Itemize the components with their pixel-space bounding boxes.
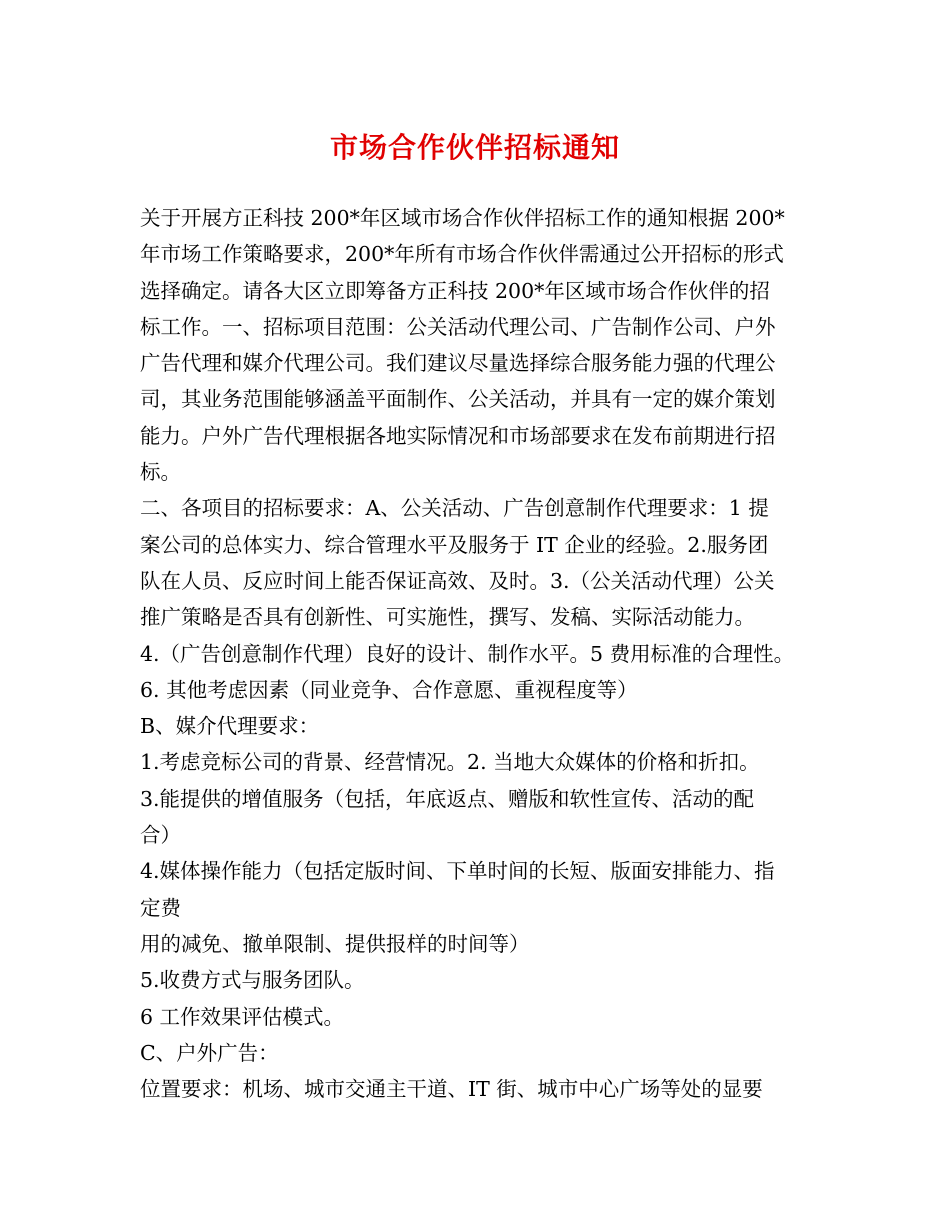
body-line: 年市场工作策略要求，200*年所有市场合作伙伴需通过公开招标的形式 [140, 242, 784, 267]
body-line: B、媒介代理要求： [140, 714, 320, 739]
body-line: 4.媒体操作能力（包括定版时间、下单时间的长短、版面安排能力、指 [140, 859, 775, 884]
body-line: 4.（广告创意制作代理）良好的设计、制作水平。5 费用标准的合理性。 [140, 641, 795, 666]
body-line: 推广策略是否具有创新性、可实施性，撰写、发稿、实际活动能力。 [140, 605, 755, 630]
body-line: 定费 [140, 895, 181, 920]
body-line: 用的减免、撤单限制、提供报样的时间等） [140, 931, 530, 956]
body-line: 队在人员、反应时间上能否保证高效、及时。3.（公关活动代理）公关 [140, 568, 775, 593]
body-line: 5.收费方式与服务团队。 [140, 968, 365, 993]
body-line: 6 工作效果评估模式。 [140, 1004, 345, 1029]
body-line: 能力。户外广告代理根据各地实际情况和市场部要求在发布前期进行招 [140, 423, 776, 448]
document-body [140, 200, 840, 1107]
body-line: 关于开展方正科技 200*年区域市场合作伙伴招标工作的通知根据 200* [140, 206, 785, 230]
body-line: 3.能提供的增值服务（包括，年底返点、赠版和软性宣传、活动的配 [140, 786, 755, 811]
body-line: 标。 [140, 460, 181, 485]
body-line: C、户外广告： [140, 1040, 279, 1065]
body-line: 二、各项目的招标要求：A、公关活动、广告创意制作代理要求：1 提 [140, 496, 769, 521]
body-line: 1.考虑竞标公司的背景、经营情况。2. 当地大众媒体的价格和折扣。 [140, 750, 760, 775]
document-title: 市场合作伙伴招标通知 [329, 131, 620, 164]
body-line: 合） [140, 823, 181, 848]
body-line: 标工作。一、招标项目范围：公关活动代理公司、广告制作公司、户外 [140, 314, 776, 339]
body-line: 案公司的总体实力、综合管理水平及服务于 IT 企业的经验。2.服务团 [140, 532, 769, 557]
body-line: 选择确定。请各大区立即筹备方正科技 200*年区域市场合作伙伴的招 [140, 278, 770, 303]
body-line: 6. 其他考虑因素（同业竞争、合作意愿、重视程度等） [140, 677, 638, 702]
body-line: 广告代理和媒介代理公司。我们建议尽量选择综合服务能力强的代理公 [140, 351, 776, 376]
body-line: 司，其业务范围能够涵盖平面制作、公关活动，并具有一定的媒介策划 [140, 387, 776, 412]
body-line: 位置要求：机场、城市交通主干道、IT 街、城市中心广场等处的显要 [140, 1077, 763, 1102]
